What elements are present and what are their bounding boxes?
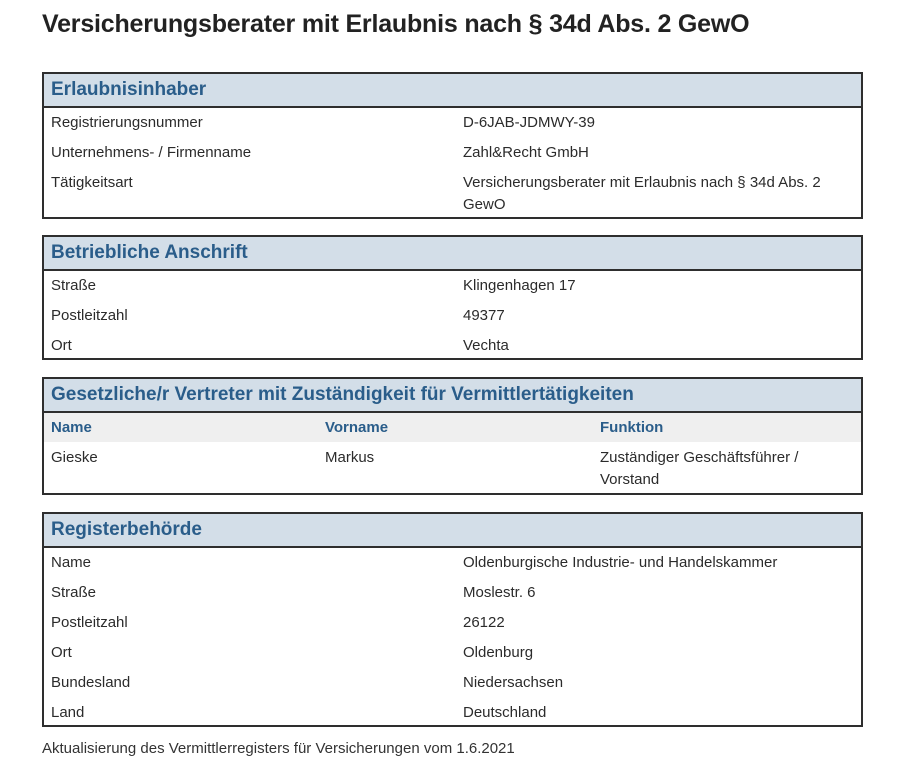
table-header [44, 413, 861, 442]
detail-value: Vechta [463, 337, 509, 354]
detail-label: Bundesland [51, 674, 131, 691]
section-gesetzliche-vertreter [42, 377, 863, 495]
detail-row-behoerde-bundesland [44, 668, 861, 698]
detail-value: Niedersachsen [463, 674, 564, 691]
detail-label: Registrierungsnummer [51, 114, 203, 131]
section-heading-erlaubnisinhaber: Erlaubnisinhaber [44, 74, 861, 108]
detail-row-behoerde-postleitzahl [44, 608, 861, 638]
detail-value: Klingenhagen 17 [463, 277, 576, 294]
detail-row-registrierungsnummer [44, 108, 861, 138]
detail-label: Name [51, 554, 92, 571]
column-header-name: Name [51, 419, 92, 436]
detail-row-firmenname [44, 138, 861, 168]
detail-label: Ort [51, 644, 72, 661]
detail-row-behoerde-ort [44, 638, 861, 668]
page-title: Versicherungsberater mit Erlaubnis nach § 34d Abs. 2 GewO [42, 10, 750, 38]
detail-value: Deutschland [463, 704, 547, 721]
detail-row-taetigkeitsart [44, 168, 861, 220]
detail-value: D-6JAB-JDMWY-39 [463, 114, 595, 131]
cell-funktion: Zuständiger Geschäftsführer / Vorstand [600, 449, 799, 488]
detail-row-postleitzahl [44, 301, 861, 331]
section-registerbehoerde [42, 512, 863, 727]
detail-value: Oldenburgische Industrie- und Handelskammer [463, 554, 778, 571]
update-note: Aktualisierung des Vermittlerregisters für Versicherungen vom 1.6.2021 [42, 740, 515, 757]
detail-label: Straße [51, 277, 97, 294]
detail-row-behoerde-name [44, 548, 861, 578]
section-heading-registerbehoerde: Registerbehörde [44, 514, 861, 548]
detail-value: 26122 [463, 614, 505, 631]
detail-label: Straße [51, 584, 97, 601]
detail-row-strasse [44, 271, 861, 301]
detail-row-ort [44, 331, 861, 361]
cell-vorname: Markus [325, 449, 375, 466]
section-betriebliche-anschrift [42, 235, 863, 360]
section-erlaubnisinhaber [42, 72, 863, 219]
detail-label: Postleitzahl [51, 307, 128, 324]
detail-value: 49377 [463, 307, 505, 324]
detail-value: Oldenburg [463, 644, 534, 661]
detail-row-behoerde-land [44, 698, 861, 728]
column-header-vorname: Vorname [325, 419, 389, 436]
cell-name: Gieske [51, 449, 98, 466]
column-header-funktion: Funktion [600, 419, 664, 436]
detail-value: Zahl&Recht GmbH [463, 144, 589, 161]
section-heading-anschrift: Betriebliche Anschrift [44, 237, 861, 271]
detail-label: Tätigkeitsart [51, 174, 133, 191]
detail-label: Postleitzahl [51, 614, 128, 631]
detail-label: Unternehmens- / Firmenname [51, 144, 252, 161]
table-row [44, 442, 861, 496]
section-heading-vertreter: Gesetzliche/r Vertreter mit Zuständigkeit für Vermittlertätigkeiten [44, 379, 861, 413]
detail-label: Ort [51, 337, 72, 354]
detail-value: Moslestr. 6 [463, 584, 536, 601]
detail-value: Versicherungsberater mit Erlaubnis nach § 34d Abs. 2 GewO [463, 174, 821, 213]
detail-row-behoerde-strasse [44, 578, 861, 608]
detail-label: Land [51, 704, 85, 721]
